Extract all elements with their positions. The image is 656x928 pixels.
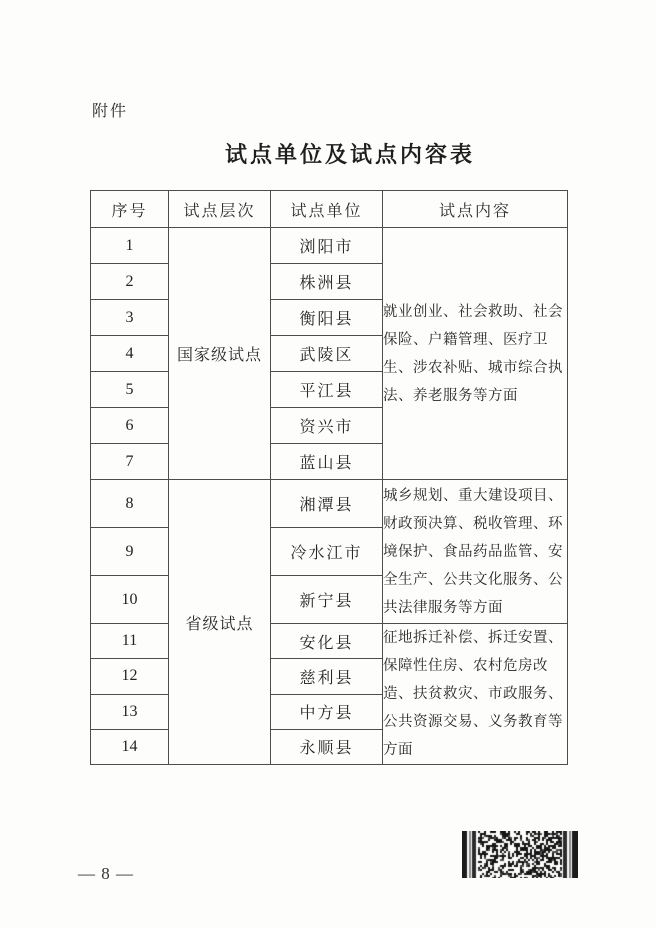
- unit-cell: 湘潭县: [271, 480, 383, 528]
- table-header-row: [91, 191, 568, 228]
- unit-cell: 中方县: [271, 694, 383, 729]
- unit-cell: 衡阳县: [271, 300, 383, 336]
- unit-cell: 资兴市: [271, 408, 383, 444]
- row-number-cell: 5: [91, 372, 169, 408]
- row-number-cell: 8: [91, 480, 169, 528]
- row-number-cell: 13: [91, 694, 169, 729]
- unit-cell: 安化县: [271, 624, 383, 659]
- table-row: [91, 480, 568, 528]
- header-cell-index: 序号: [91, 191, 169, 228]
- row-number-cell: 4: [91, 336, 169, 372]
- unit-cell: 浏阳市: [271, 228, 383, 264]
- unit-cell: 冷水江市: [271, 528, 383, 576]
- row-number-cell: 11: [91, 624, 169, 659]
- content-cell-national: 就业创业、社会救助、社会保险、户籍管理、医疗卫生、涉农补贴、城市综合执法、养老服务等方面: [383, 228, 568, 480]
- table-row: [91, 624, 568, 659]
- unit-cell: 慈利县: [271, 659, 383, 694]
- level-cell-provincial: 省级试点: [169, 480, 271, 765]
- pilot-table: [90, 190, 568, 765]
- level-cell-national: 国家级试点: [169, 228, 271, 480]
- unit-cell: 蓝山县: [271, 444, 383, 480]
- unit-cell: 株洲县: [271, 264, 383, 300]
- row-number-cell: 10: [91, 576, 169, 624]
- barcode-image: [462, 831, 578, 878]
- row-number-cell: 6: [91, 408, 169, 444]
- row-number-cell: 9: [91, 528, 169, 576]
- row-number-cell: 1: [91, 228, 169, 264]
- attachment-label: 附件: [92, 103, 129, 120]
- header-cell-content: 试点内容: [383, 191, 568, 228]
- unit-cell: 平江县: [271, 372, 383, 408]
- content-cell-provincial-1: 城乡规划、重大建设项目、财政预决算、税收管理、环境保护、食品药品监管、安全生产、公共文化服务、公共法律服务等方面: [383, 480, 568, 624]
- unit-cell: 新宁县: [271, 576, 383, 624]
- row-number-cell: 7: [91, 444, 169, 480]
- unit-cell: 永顺县: [271, 729, 383, 764]
- row-number-cell: 14: [91, 729, 169, 764]
- header-cell-unit: 试点单位: [271, 191, 383, 228]
- document-title: 试点单位及试点内容表: [224, 142, 475, 167]
- unit-cell: 武陵区: [271, 336, 383, 372]
- content-cell-provincial-2: 征地拆迁补偿、拆迁安置、保障性住房、农村危房改造、扶贫救灾、市政服务、公共资源交易、义务教育等方面: [383, 624, 568, 765]
- row-number-cell: 2: [91, 264, 169, 300]
- header-cell-level: 试点层次: [169, 191, 271, 228]
- table-row: [91, 228, 568, 264]
- row-number-cell: 3: [91, 300, 169, 336]
- row-number-cell: 12: [91, 659, 169, 694]
- page-number: — 8 —: [78, 864, 134, 883]
